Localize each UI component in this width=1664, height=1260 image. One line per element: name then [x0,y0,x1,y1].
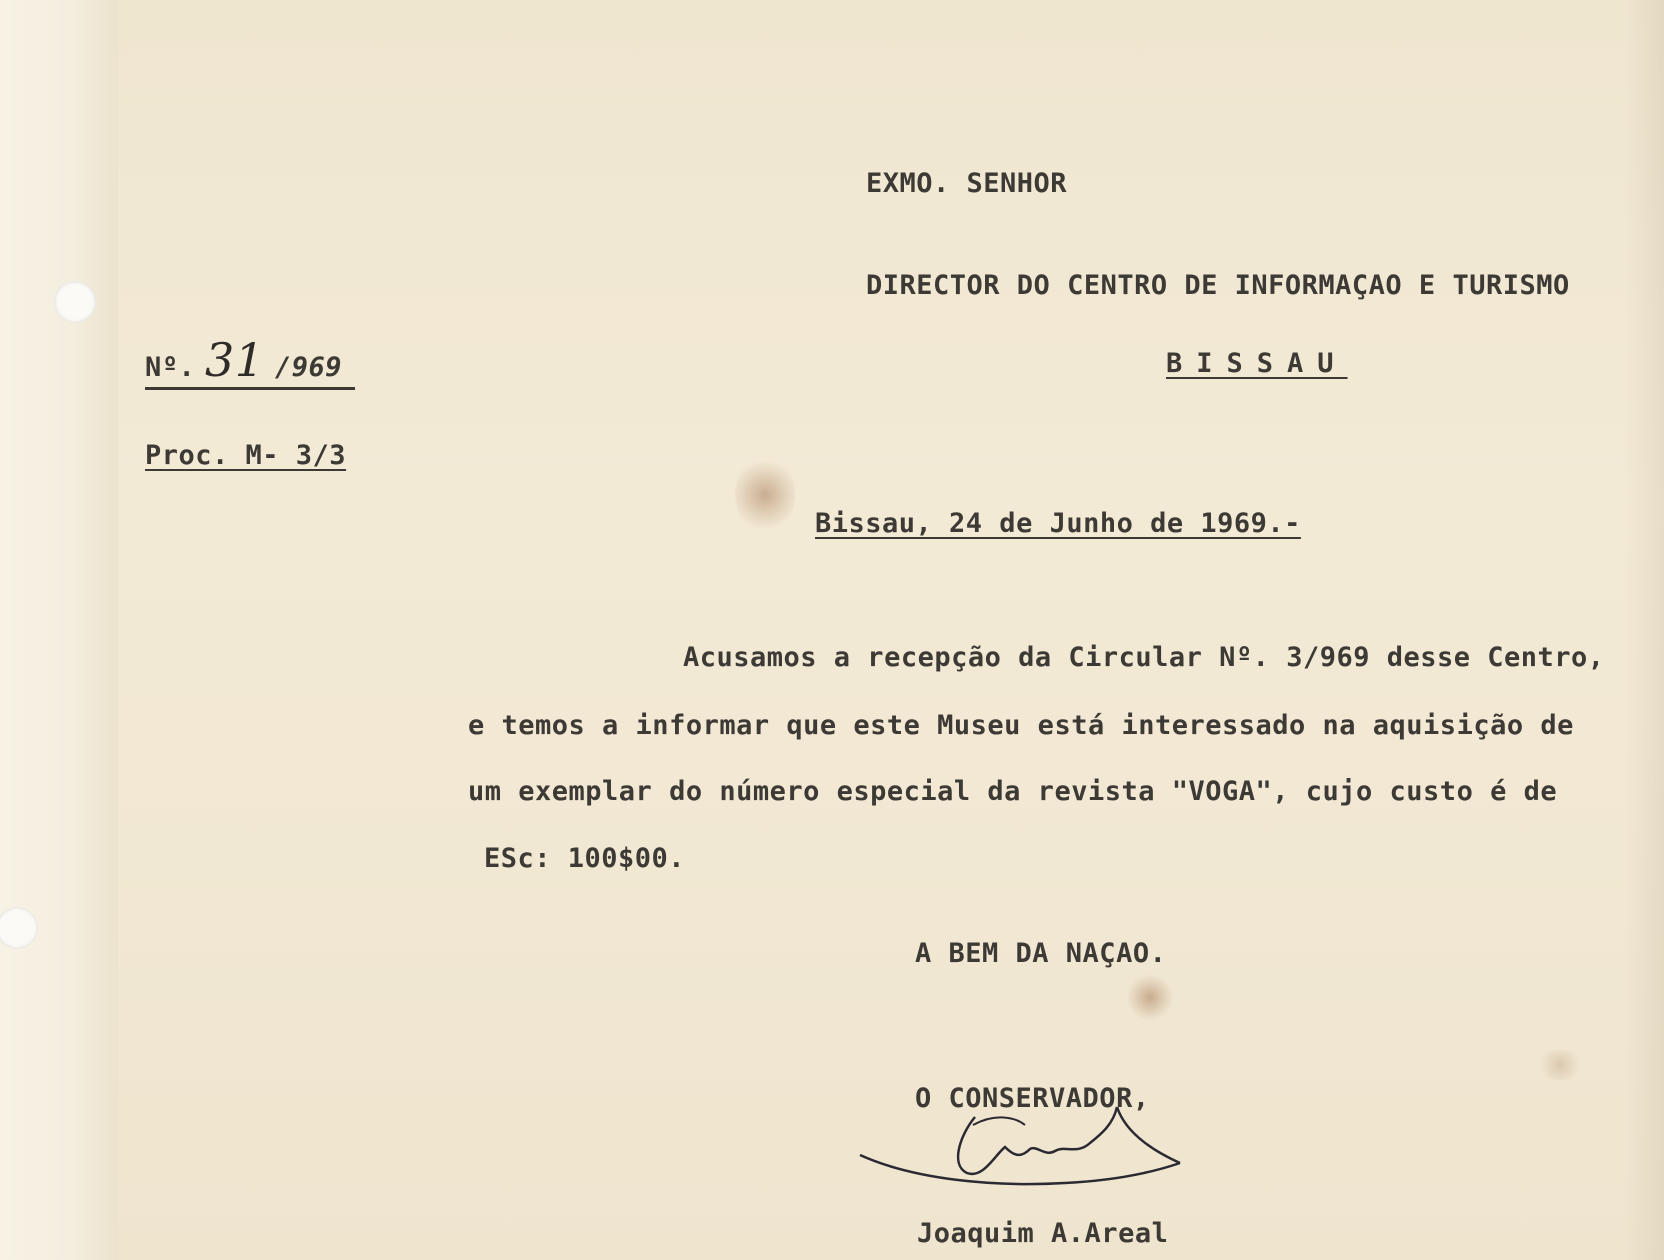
reference-number-prefix: Nº. [145,352,196,383]
addressee-city: BISSAU [1166,348,1348,379]
reference-number-handwritten: 31 [205,333,265,387]
reference-number [145,305,355,390]
stain-mark [735,455,795,535]
signatory-title: O CONSERVADOR, [915,1083,1150,1114]
page-edge-shadow [1624,0,1664,1260]
binding-margin [0,0,118,1260]
stain-mark [1535,1050,1585,1080]
signatory-name: Joaquim A.Areal [917,1218,1169,1249]
salutation: EXMO. SENHOR [866,168,1068,199]
reference-number-year: /969 [275,352,343,383]
closing-formula: A BEM DA NAÇAO. [915,938,1167,969]
date-line: Bissau, 24 de Junho de 1969.- [815,508,1301,539]
body-line-1: Acusamos a recepção da Circular Nº. 3/969 desse Centro, [683,642,1605,673]
addressee: DIRECTOR DO CENTRO DE INFORMAÇAO E TURISMO [866,270,1570,301]
body-line-3: um exemplar do número especial da revista "VOGA", cujo custo é de [468,776,1558,807]
handwritten-signature [855,1095,1185,1205]
body-line-2: e temos a informar que este Museu está interessado na aquisição de [468,710,1574,741]
body-line-4: ESc: 100$00. [484,843,686,874]
stain-mark [1125,975,1175,1020]
punch-hole-top [54,281,96,323]
process-reference: Proc. M- 3/3 [145,440,347,471]
